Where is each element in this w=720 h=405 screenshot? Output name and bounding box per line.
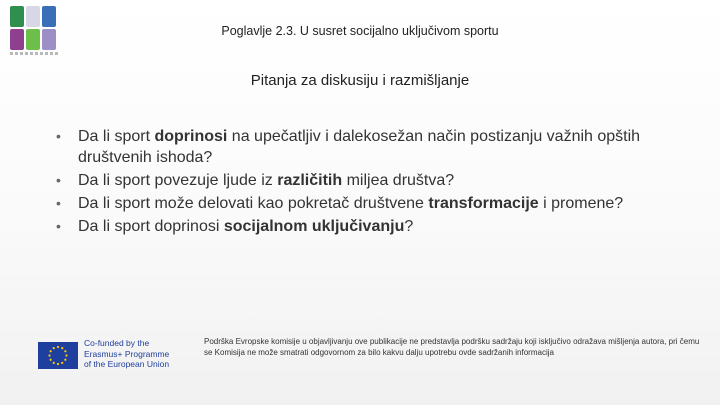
question-text: Da li sport može delovati kao pokretač društvene xyxy=(78,195,429,212)
logo-tile xyxy=(42,6,56,27)
eu-star-icon xyxy=(53,347,55,349)
logo-tiles xyxy=(10,6,56,50)
eu-line: of the European Union xyxy=(84,359,170,369)
emphasis-text: doprinosi xyxy=(154,128,228,145)
emphasis-text: različitih xyxy=(277,172,343,189)
chapter-title: Poglavlje 2.3. U susret socijalno uključivom sportu xyxy=(221,24,499,38)
question-text: miljea društva? xyxy=(342,172,455,189)
bullet-icon: • xyxy=(56,128,61,144)
question-item xyxy=(52,126,692,168)
question-text: Da li sport doprinosi xyxy=(78,218,224,235)
eu-star-icon xyxy=(65,354,67,356)
project-logo-icon xyxy=(10,6,58,56)
question-text: na upečatljiv i dalekosežan način postizanju važnih opštih društvenih ishoda? xyxy=(78,128,641,166)
eu-star-icon xyxy=(61,362,63,364)
emphasis-text: transformacije xyxy=(428,195,539,212)
eu-line: Co-funded by the xyxy=(84,338,150,348)
eu-cofunding-text xyxy=(84,338,208,370)
eu-star-icon xyxy=(57,346,59,348)
logo-tile xyxy=(10,29,24,50)
eu-line: Erasmus+ Programme xyxy=(84,348,170,359)
logo-caption xyxy=(10,52,58,55)
section-title: Pitanja za diskusiju i razmišljanje xyxy=(250,72,470,89)
eu-star-icon xyxy=(64,350,66,352)
eu-cofunding-logo xyxy=(38,336,208,376)
eu-disclaimer: Podrška Evropske komisije u objavljivanju ove publikacije ne predstavlja podršku sadržaju koji isključivo odražava mišljenja autora, pri čemu se Komisija ne može smatrati odgovornom za bilo kakvu dalju upotrebu ovde sadržanih informacija xyxy=(204,337,700,357)
question-text: ? xyxy=(404,218,414,235)
question-item xyxy=(52,170,692,191)
logo-tile xyxy=(10,6,24,27)
question-list xyxy=(52,126,692,239)
eu-flag-icon xyxy=(38,342,78,369)
eu-star-icon xyxy=(50,359,52,361)
bullet-icon: • xyxy=(56,218,61,234)
question-item xyxy=(52,193,692,214)
eu-star-icon xyxy=(61,347,63,349)
eu-star-icon xyxy=(53,362,55,364)
eu-star-icon xyxy=(64,359,66,361)
bullet-icon: • xyxy=(56,195,61,211)
question-text: Da li sport povezuje ljude iz xyxy=(78,172,278,189)
eu-star-icon xyxy=(50,350,52,352)
logo-tile xyxy=(42,29,56,50)
eu-star-icon xyxy=(57,363,59,365)
bullet-icon: • xyxy=(56,172,61,188)
emphasis-text: socijalnom uključivanju xyxy=(223,218,405,235)
eu-star-icon xyxy=(48,354,50,356)
logo-tile xyxy=(26,29,40,50)
logo-tile xyxy=(26,6,40,27)
question-item xyxy=(52,216,692,237)
question-text: Da li sport xyxy=(78,128,155,145)
question-text: i promene? xyxy=(538,195,624,212)
